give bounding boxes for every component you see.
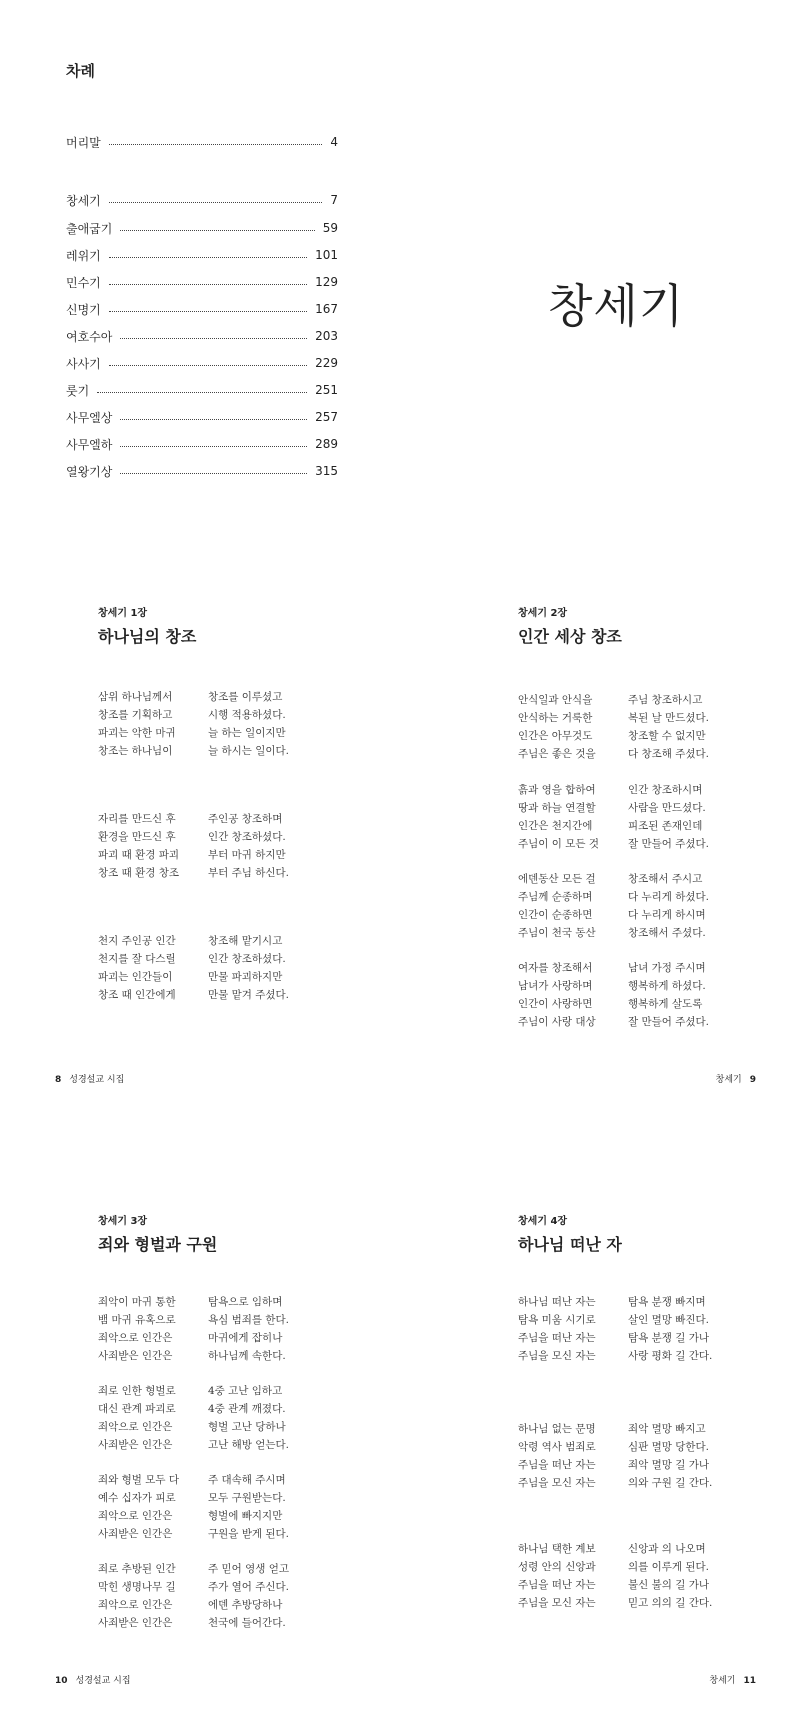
chapter-title: 죄와 형벌과 구원 [98,1235,218,1254]
poem-line-second-half: 행복하게 살도록 [628,998,703,1010]
toc-entry-page: 7 [330,193,338,207]
stanza [518,1293,728,1365]
poem-line-first-half: 자리를 만드신 후 [98,813,176,825]
poem-line-first-half: 사죄받은 인간은 [98,1350,173,1362]
poem-line [518,1420,728,1438]
poem-line-first-half: 죄로 인한 형벌로 [98,1385,176,1397]
toc-entry [66,434,338,454]
poem-line [518,1438,728,1456]
poem-line-second-half: 주가 열어 주신다. [208,1581,290,1593]
poem-line-second-half: 다 창조해 주셨다. [628,748,710,760]
poem-line [518,1558,728,1576]
chapter-title: 하나님 떠난 자 [518,1235,622,1254]
poem-line-first-half: 창조를 기획하고 [98,709,173,721]
toc-entry-label: 머리말 [66,135,101,150]
stanza [518,691,728,763]
poem-line [518,727,728,745]
poem-line-second-half: 다 누리게 하셨다. [628,891,710,903]
running-title: 성경설교 시집 [75,1676,131,1686]
poem-line-second-half: 주인공 창조하며 [208,813,283,825]
poem-line-second-half: 살인 멸망 빠진다. [628,1314,710,1326]
poem-line-first-half: 주님은 좋은 것을 [518,748,596,760]
poem-line [518,1576,728,1594]
stanza [98,810,308,882]
toc-leader-dots [120,419,307,420]
poem-line [98,724,308,742]
poem-line-first-half: 사죄받은 인간은 [98,1439,173,1451]
poem-line [98,1578,308,1596]
poem-line [98,1400,308,1418]
poem-line [518,691,728,709]
poem-line-first-half: 파괴 때 환경 파괴 [98,849,180,861]
running-title: 성경설교 시집 [69,1075,125,1085]
poem-line [518,1456,728,1474]
poem-line [518,1293,728,1311]
chapter-title: 하나님의 창조 [98,627,197,646]
poem-line [518,835,728,853]
stanza [98,688,308,760]
toc-entry [66,353,338,373]
toc-entry-page: 289 [315,437,338,451]
poem-line-second-half: 에덴 추방당하나 [208,1599,283,1611]
toc-leader-dots [120,446,307,447]
stanza [518,1540,728,1612]
chapter-2-header [518,604,622,647]
poem-line-first-half: 주님을 떠난 자는 [518,1579,596,1591]
poem-line [98,950,308,968]
poem-line-second-half: 창조해서 주셨다. [628,927,706,939]
poem-line-first-half: 삼위 하나님께서 [98,691,173,703]
folio-left [55,1072,124,1085]
poem-line-first-half: 예수 십자가 피로 [98,1492,176,1504]
toc-entry-page: 251 [315,383,338,397]
chapter-label: 창세기 4장 [518,1216,568,1227]
toc-entry [66,218,338,238]
poem-line [518,1474,728,1492]
poem-line-second-half: 다 누리게 하시며 [628,909,706,921]
poem-line-first-half: 창조 때 인간에게 [98,989,176,1001]
stanza [98,1293,308,1365]
poem-line-second-half: 불신 불의 길 가나 [628,1579,710,1591]
poem-line-first-half: 주님을 모신 자는 [518,1477,596,1489]
toc-entry-label: 사사기 [66,356,101,371]
toc-entry-page: 59 [322,221,338,235]
folio-right [716,1072,756,1085]
poem-line-second-half: 심판 멸망 당한다. [628,1441,710,1453]
page-number: 8 [55,1075,62,1085]
toc-leader-dots [109,144,323,145]
poem-line-first-half: 사죄받은 인간은 [98,1617,173,1629]
poem-line-first-half: 주님을 모신 자는 [518,1597,596,1609]
poem-line [98,688,308,706]
poem-line-first-half: 땅과 하늘 연결할 [518,802,596,814]
poem-line-first-half: 주님을 모신 자는 [518,1350,596,1362]
toc-entry-label: 열왕기상 [66,464,113,479]
poem-line [98,1614,308,1632]
poem-line-second-half: 4중 관계 깨졌다. [208,1403,286,1415]
poem-line [98,1596,308,1614]
poem-line-second-half: 4중 고난 임하고 [208,1385,283,1397]
chapter-1-header [98,604,196,647]
poem-line-first-half: 하나님 택한 계보 [518,1543,596,1555]
poem-line-second-half: 구원을 받게 된다. [208,1528,290,1540]
toc-leader-dots [120,338,307,339]
poem-line-first-half: 막힌 생명나무 길 [98,1581,176,1593]
poem-line [518,1013,728,1031]
poem-line-first-half: 죄악으로 인간은 [98,1421,173,1433]
poem-line-first-half: 주님을 떠난 자는 [518,1332,596,1344]
poem-line-second-half: 시행 적용하셨다. [208,709,286,721]
poem-line [518,709,728,727]
poem-line [518,924,728,942]
poem-line [518,1329,728,1347]
poem-line-first-half: 주님께 순종하며 [518,891,593,903]
poem-line [518,995,728,1013]
poem-line-second-half: 행복하게 하셨다. [628,980,706,992]
poem-line-second-half: 탐욕으로 임하며 [208,1296,283,1308]
toc-entry [66,461,338,481]
poem-line [518,1347,728,1365]
poem-line-second-half: 인간 창조하셨다. [208,831,286,843]
chapter-label: 창세기 1장 [98,608,148,619]
toc-entry-label: 레위기 [66,248,101,263]
poem-line [518,1594,728,1612]
poem-line-second-half: 피조된 존재인데 [628,820,703,832]
poem-line-first-half: 창조는 하나님이 [98,745,173,757]
poem-line-first-half: 죄악으로 인간은 [98,1599,173,1611]
toc-leader-dots [109,257,307,258]
poem-line-first-half: 죄와 형벌 모두 다 [98,1474,180,1486]
toc-entry [66,299,338,319]
chapter-label: 창세기 3장 [98,1216,148,1227]
poem-line-first-half: 여자를 창조해서 [518,962,593,974]
poem-line [98,828,308,846]
toc-entry-label: 룻기 [66,383,90,398]
toc-entry [66,380,338,400]
poem-line-first-half: 뱀 마귀 유혹으로 [98,1314,176,1326]
poem-line [518,1540,728,1558]
poem-line-second-half: 마귀에게 잡히나 [208,1332,283,1344]
poem-line-second-half: 창조해 맡기시고 [208,935,283,947]
toc-entry [66,326,338,346]
toc-entry-page: 315 [315,464,338,478]
toc-leader-dots [97,392,307,393]
book-title: 창세기 [548,279,685,333]
poem-line [518,817,728,835]
stanza [518,870,728,942]
page-number: 11 [743,1676,756,1686]
toc-entry-page: 167 [315,302,338,316]
poem-line [98,1471,308,1489]
poem-line-second-half: 주님 창조하시고 [628,694,703,706]
poem-line [98,1525,308,1543]
poem-line [98,968,308,986]
poem-line [518,959,728,977]
poem-line-second-half: 의를 이루게 된다. [628,1561,710,1573]
poem-line-first-half: 하나님 없는 문명 [518,1423,596,1435]
poem-line-first-half: 인간은 아무것도 [518,730,593,742]
poem-line [98,932,308,950]
poem-line-first-half: 죄악으로 인간은 [98,1332,173,1344]
poem-line-second-half: 욕심 범죄를 한다. [208,1314,290,1326]
poem-line-second-half: 만물 파괴하지만 [208,971,283,983]
poem-line-second-half: 형벌에 빠지지만 [208,1510,283,1522]
poem-line-second-half: 믿고 의의 길 간다. [628,1597,713,1609]
chapter-label: 창세기 2장 [518,608,568,619]
toc-entry-page: 257 [315,410,338,424]
stanza [518,1420,728,1492]
poem-line-second-half: 고난 해방 얻는다. [208,1439,290,1451]
poem-line-second-half: 천국에 들어간다. [208,1617,286,1629]
toc-leader-dots [120,473,307,474]
poem-line [518,977,728,995]
poem-line [98,1489,308,1507]
toc-entry-label: 창세기 [66,193,101,208]
poem-line-first-half: 파괴는 인간들이 [98,971,173,983]
poem-line-second-half: 창조해서 주시고 [628,873,703,885]
poem-line-first-half: 에덴동산 모든 걸 [518,873,596,885]
poem-line-second-half: 부터 마귀 하지만 [208,849,286,861]
toc-entry-label: 여호수아 [66,329,113,344]
stanza [98,1471,308,1543]
toc-entry-label: 신명기 [66,302,101,317]
poem-line [518,781,728,799]
chapter-4-header [518,1212,622,1255]
poem-line-first-half: 환경을 만드신 후 [98,831,176,843]
poem-line-first-half: 창조 때 환경 창조 [98,867,180,879]
toc-title: 차례 [66,62,95,80]
folio-left [55,1673,131,1686]
poem-line [98,810,308,828]
poem-line-first-half: 파괴는 악한 마귀 [98,727,176,739]
toc-entry-page: 101 [315,248,338,262]
chapter-title: 인간 세상 창조 [518,627,622,646]
toc-entry [66,245,338,265]
poem-line-first-half: 안식하는 거룩한 [518,712,593,724]
poem-line-first-half: 사죄받은 인간은 [98,1528,173,1540]
poem-line-second-half: 창조를 이루셨고 [208,691,283,703]
poem-line-first-half: 죄로 추방된 인간 [98,1563,176,1575]
poem-line-first-half: 천지를 잘 다스릴 [98,953,176,965]
toc-entry-label: 사무엘상 [66,410,113,425]
stanza [98,932,308,1004]
poem-line-second-half: 부터 주님 하신다. [208,867,290,879]
poem-line-first-half: 주님이 천국 동산 [518,927,596,939]
poem-line-second-half: 탐욕 분쟁 길 가나 [628,1332,710,1344]
poem-line [98,1436,308,1454]
poem-line [518,1311,728,1329]
toc-entry-page: 129 [315,275,338,289]
poem-line-second-half: 형벌 고난 당하나 [208,1421,286,1433]
toc-leader-dots [109,365,307,366]
toc-entry [66,407,338,427]
poem-line-first-half: 죄악으로 인간은 [98,1510,173,1522]
poem-line-first-half: 인간이 순종하면 [518,909,593,921]
poem-line [98,1293,308,1311]
poem-line-first-half: 죄악이 마귀 통한 [98,1296,176,1308]
poem-line [98,1329,308,1347]
toc-entry-page: 4 [330,135,338,149]
poem-line-first-half: 하나님 떠난 자는 [518,1296,596,1308]
poem-line-second-half: 창조할 수 없지만 [628,730,706,742]
folio-right [709,1673,756,1686]
toc-entry [66,190,338,210]
poem-line-second-half: 잘 만들어 주셨다. [628,1016,710,1028]
poem-line [98,1418,308,1436]
poem-line-first-half: 주님이 이 모든 것 [518,838,600,850]
poem-line [518,870,728,888]
poem-line [98,1507,308,1525]
poem-line-second-half: 주 믿어 영생 얻고 [208,1563,290,1575]
stanza [518,781,728,853]
poem-line-first-half: 성령 안의 신앙과 [518,1561,596,1573]
toc-leader-dots [109,311,307,312]
poem-line [98,986,308,1004]
poem-line-second-half: 인간 창조하시며 [628,784,703,796]
toc-entry-label: 민수기 [66,275,101,290]
poem-line-second-half: 복된 날 만드셨다. [628,712,710,724]
toc-leader-dots [109,284,307,285]
poem-line [98,1560,308,1578]
poem-line [98,846,308,864]
poem-line-first-half: 남녀가 사랑하며 [518,980,593,992]
poem-line-first-half: 대신 관계 파괴로 [98,1403,176,1415]
page-number: 9 [749,1075,756,1085]
toc-entry-page: 203 [315,329,338,343]
chapter-3-header [98,1212,217,1255]
poem-line-second-half: 남녀 가정 주시며 [628,962,706,974]
stanza [518,959,728,1031]
poem-line-first-half: 안식일과 안식을 [518,694,593,706]
poem-line-second-half: 사랑 평화 길 간다. [628,1350,713,1362]
poem-line-first-half: 악령 역사 범죄로 [518,1441,596,1453]
poem-line [98,1311,308,1329]
poem-line-second-half: 탐욕 분쟁 빠지며 [628,1296,706,1308]
poem-line-second-half: 신앙과 의 나오며 [628,1543,706,1555]
poem-line [98,742,308,760]
poem-line-first-half: 인간이 사랑하면 [518,998,593,1010]
poem-line-second-half: 모두 구원받는다. [208,1492,286,1504]
toc-entry [66,132,338,152]
page-number: 10 [55,1676,68,1686]
poem-line-second-half: 인간 창조하셨다. [208,953,286,965]
poem-line-first-half: 주님을 떠난 자는 [518,1459,596,1471]
poem-line-first-half: 탐욕 미움 시기로 [518,1314,596,1326]
running-title: 창세기 [709,1676,736,1686]
poem-line-first-half: 주님이 사랑 대상 [518,1016,596,1028]
poem-line [98,1347,308,1365]
toc-entry-label: 사무엘하 [66,437,113,452]
poem-line-second-half: 늘 하는 일이지만 [208,727,286,739]
poem-line-second-half: 의와 구원 길 간다. [628,1477,713,1489]
toc-leader-dots [120,230,314,231]
poem-line-second-half: 하나님께 속한다. [208,1350,286,1362]
running-title: 창세기 [715,1075,742,1085]
toc-leader-dots [109,202,323,203]
poem-line-second-half: 잘 만들어 주셨다. [628,838,710,850]
poem-line-first-half: 천지 주인공 인간 [98,935,176,947]
poem-line-second-half: 죄악 멸망 길 가나 [628,1459,710,1471]
stanza [98,1382,308,1454]
poem-line [518,906,728,924]
poem-line-first-half: 흙과 영을 합하여 [518,784,596,796]
poem-line [518,799,728,817]
poem-line [518,888,728,906]
toc-entry-label: 출애굽기 [66,221,113,236]
poem-line-second-half: 만물 맡겨 주셨다. [208,989,290,1001]
toc-entry [66,272,338,292]
poem-line-first-half: 인간은 천지간에 [518,820,593,832]
poem-line-second-half: 죄악 멸망 빠지고 [628,1423,706,1435]
poem-line-second-half: 주 대속해 주시며 [208,1474,286,1486]
poem-line [98,864,308,882]
poem-line [518,745,728,763]
toc-entry-page: 229 [315,356,338,370]
poem-line [98,706,308,724]
poem-line-second-half: 늘 하시는 일이다. [208,745,290,757]
poem-line [98,1382,308,1400]
stanza [98,1560,308,1632]
poem-line-second-half: 사람을 만드셨다. [628,802,706,814]
